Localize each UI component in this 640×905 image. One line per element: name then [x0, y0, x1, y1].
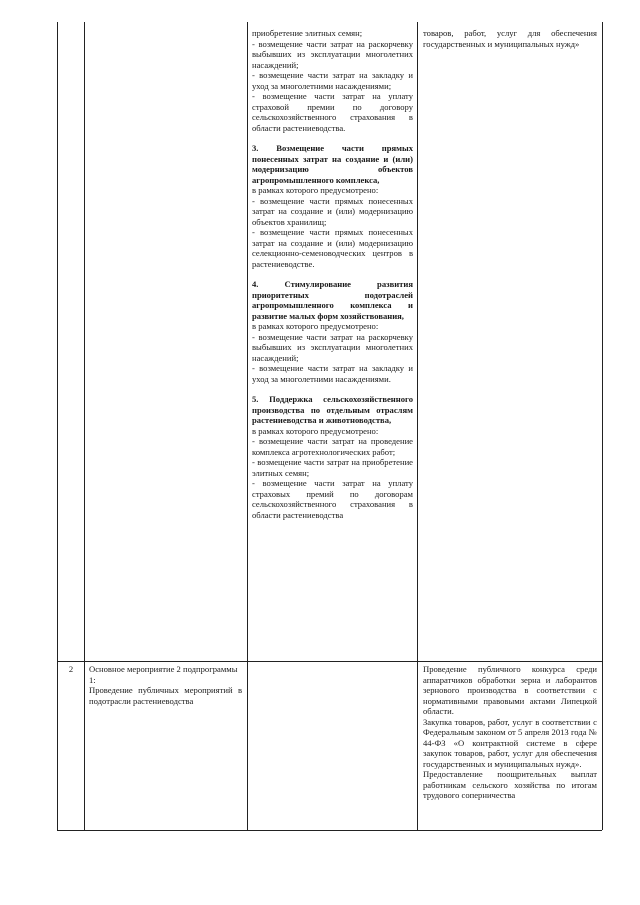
- table-border-right: [602, 22, 603, 830]
- section-5-intro: в рамках которого предусмотрено:: [252, 425, 379, 436]
- section-5-item: - возмещение части затрат на уплату страховых премий по договорам сельскохозяйственного страхования в области растениеводства: [252, 478, 413, 520]
- column-divider-3: [417, 22, 418, 830]
- measure-line: - возмещение части затрат на уплату страховой премии по договору сельскохозяйственного страхования в области растениеводства.: [252, 91, 413, 133]
- result-text: товаров, работ, услуг для обеспечения государственных и муниципальных нужд»: [423, 28, 597, 49]
- section-4-title: 4. Стимулирование развития приоритетных подотраслей агропромышленного комплекса и развитие малых форм хозяйствования,: [252, 279, 413, 321]
- section-5-item: - возмещение части затрат на проведение комплекса агротехнологических работ;: [252, 436, 413, 457]
- result-item: Проведение публичного конкурса среди аппаратчиков обработки зерна и лаборантов зернового производства в соответствии с нормативными правовыми актами Липецкой области.: [423, 664, 597, 716]
- table-border-left: [57, 22, 58, 830]
- section-3-item: - возмещение части прямых понесенных затрат на создание и (или) модернизацию селекционно-семеноводческих центров в растениеводстве.: [252, 227, 413, 269]
- row2-result-cell: [423, 664, 597, 801]
- row1-measures-cell: [252, 28, 413, 520]
- measure-line: приобретение элитных семян;: [252, 28, 363, 38]
- section-4-item: - возмещение части затрат на закладку и уход за многолетними насаждениями.: [252, 363, 413, 384]
- row1-result-cell: [423, 28, 597, 49]
- measure-line: - возмещение части затрат на раскорчевку выбывших из эксплуатации многолетних насаждений;: [252, 38, 413, 70]
- column-divider-1: [84, 22, 85, 830]
- section-3-intro: в рамках которого предусмотрено:: [252, 185, 379, 195]
- result-item: Закупка товаров, работ, услуг в соответствии с Федеральным законом от 5 апреля 2013 года № 44-ФЗ «О контрактной системе в сфере закупок товаров, работ, услуг для обеспечения государственных и муниципальных нужд».: [423, 716, 597, 769]
- section-3-item: - возмещение части прямых понесенных затрат на создание и (или) модернизацию объектов хранилищ;: [252, 195, 413, 227]
- table-border-bottom: [57, 830, 602, 831]
- row-divider: [57, 661, 602, 662]
- measure-line: - возмещение части затрат на закладку и уход за многолетними насаждениями;: [252, 70, 413, 91]
- section-3-title: 3. Возмещение части прямых понесенных затрат на создание и (или) модернизацию объектов агропромышленного комплекса,: [252, 143, 413, 185]
- section-4-item: - возмещение части затрат на раскорчевку выбывших из эксплуатации многолетних насаждений;: [252, 331, 413, 363]
- section-5-item: - возмещение части затрат на приобретение элитных семян;: [252, 457, 413, 478]
- section-5-title: 5. Поддержка сельскохозяйственного производства по отдельным отраслям растениеводства и животноводства,: [252, 394, 413, 425]
- row2-event-cell: [89, 664, 242, 706]
- row-number: 2: [68, 664, 74, 674]
- event-description: Проведение публичных мероприятий в подотрасли растениеводства: [89, 685, 242, 706]
- result-item: Предоставление поощрительных выплат работникам сельского хозяйства по итогам трудового соперничества: [423, 769, 597, 800]
- column-divider-2: [247, 22, 248, 830]
- event-title: Основное мероприятие 2 подпрограммы 1:: [89, 664, 238, 685]
- section-4-intro: в рамках которого предусмотрено:: [252, 321, 379, 331]
